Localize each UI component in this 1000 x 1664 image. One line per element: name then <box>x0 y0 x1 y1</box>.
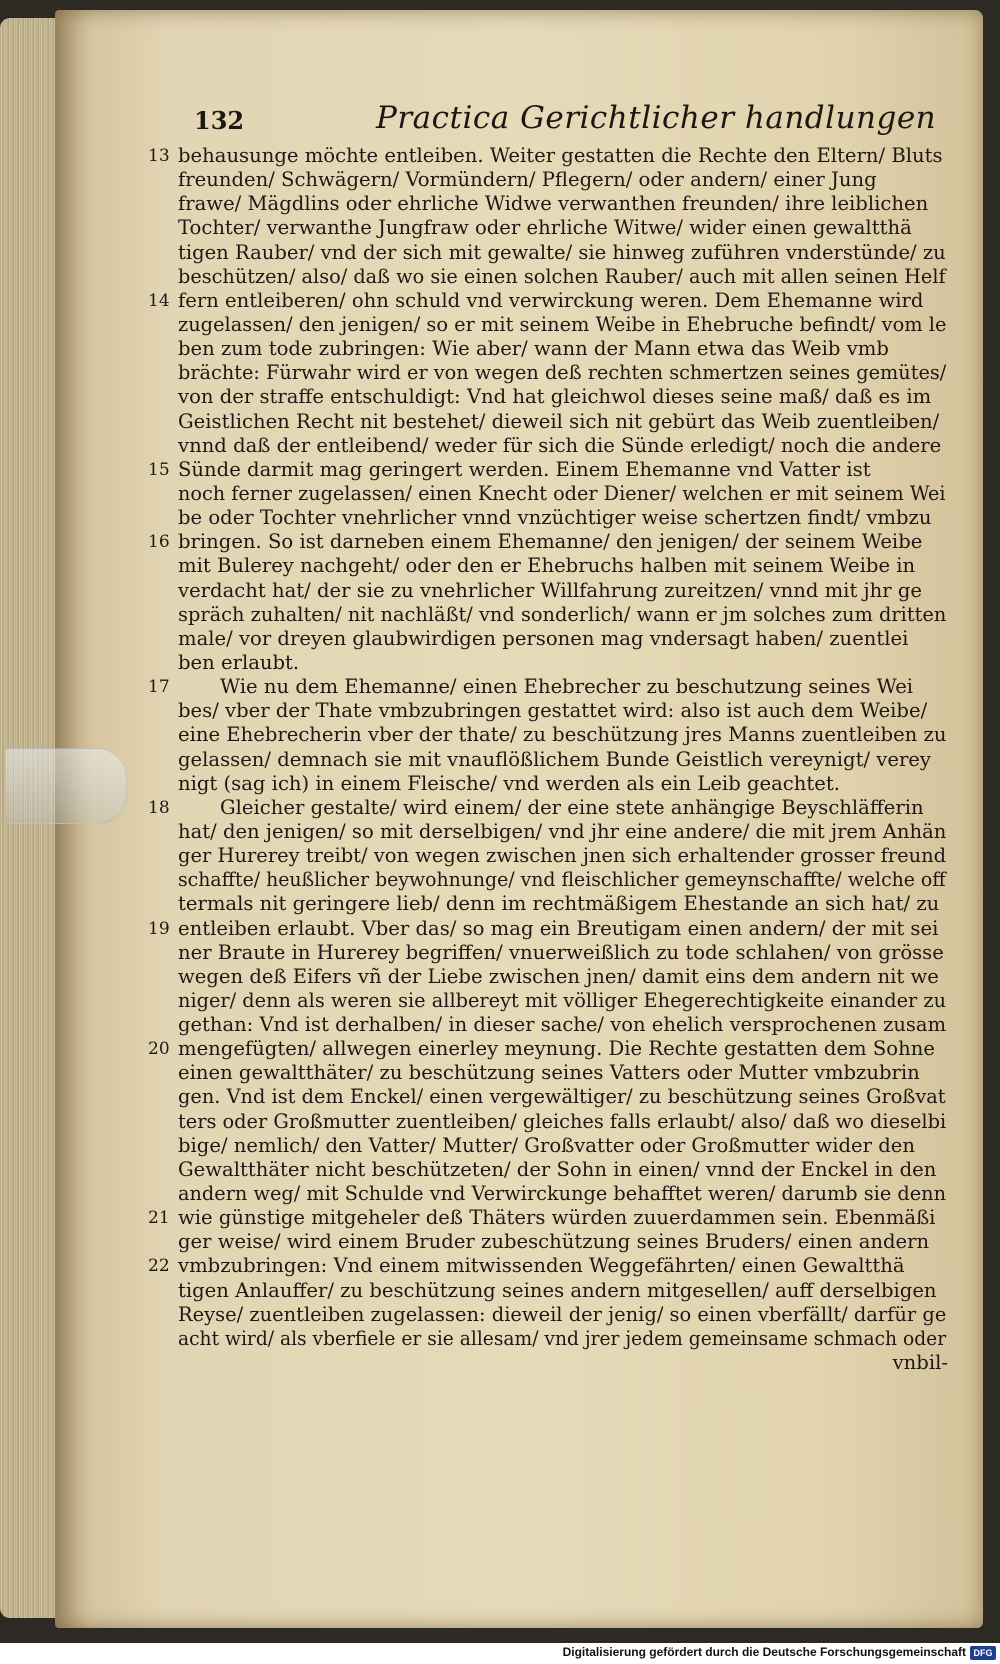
line-text: fern entleiberen/ ohn schuld vnd verwirckung weren. Dem Ehemanne wird <box>178 288 924 312</box>
line-text: vnnd daß der entleibend/ weder für sich die Sünde erledigt/ noch die andere <box>178 433 942 457</box>
text-line <box>178 434 948 458</box>
line-text: zugelassen/ den jenigen/ so er mit seinem Weibe in Ehebruche befindt/ vom le <box>178 312 947 336</box>
text-line <box>178 1182 948 1206</box>
line-text: gen. Vnd ist dem Enckel/ einen vergewältiger/ zu beschützung seines Großvat <box>178 1085 946 1109</box>
plastic-clip <box>5 748 127 824</box>
line-text: schaffte/ heußlicher beywohnunge/ vnd fleischlicher gemeynschaffte/ welche off <box>178 868 946 892</box>
text-line <box>178 482 948 506</box>
line-text: acht wird/ als vberfiele er sie allesam/ vnd jrer jedem gemeinsame schmach oder <box>178 1326 947 1350</box>
line-text: tigen Rauber/ vnd der sich mit gewalte/ sie hinweg zuführen vnderstünde/ zu <box>178 240 946 264</box>
text-line <box>178 579 948 603</box>
line-text: ger Hurerey treibt/ von wegen zwischen jnen sich erhaltender grosser freund <box>178 844 947 868</box>
line-text: bes/ vber der Thate vmbzubringen gestattet wird: also ist auch dem Weibe/ <box>178 699 928 723</box>
text-line <box>178 337 948 361</box>
text-line <box>178 506 948 530</box>
marginal-number: 13 <box>148 146 170 166</box>
line-text: brächte: Fürwahr wird er von wegen deß rechten schmertzen seines gemütes/ <box>178 361 947 385</box>
text-line <box>148 1037 948 1061</box>
text-line <box>178 1085 948 1109</box>
text-line <box>148 530 948 554</box>
text-line <box>178 892 948 916</box>
line-text: be oder Tochter vnehrlicher vnnd vnzüchtiger weise schertzen findt/ vmbzu <box>178 506 932 530</box>
line-text: wegen deß Eifers vñ der Liebe zwischen jnen/ damit eins dem andern nit we <box>178 964 939 988</box>
text-line <box>178 410 948 434</box>
text-line <box>178 1158 948 1182</box>
text-line <box>178 820 948 844</box>
marginal-number: 20 <box>148 1039 170 1060</box>
line-text: nigt (sag ich) in einem Fleische/ vnd werden als ein Leib geachtet. <box>178 771 840 795</box>
line-text: freunden/ Schwägern/ Vormündern/ Pflegern/ oder andern/ einer Jung <box>178 168 877 192</box>
footer-bar <box>0 1643 1000 1664</box>
line-text: gelassen/ demnach sie mit vnauflößlichem Bunde Geistlich vereynigt/ verey <box>178 747 931 771</box>
text-line <box>178 844 948 868</box>
text-line <box>148 1254 948 1278</box>
text-line <box>148 1206 948 1230</box>
line-text: verdacht hat/ der sie zu vnehrlicher Willfahrung zureitzen/ vnnd mit jhr ge <box>178 578 922 602</box>
text-line <box>178 1351 948 1375</box>
text-line <box>178 1134 948 1158</box>
text-line <box>178 699 948 723</box>
page-header <box>126 98 946 142</box>
line-text: vmbzubringen: Vnd einem mitwissenden Weggefährten/ einen Gewaltthä <box>178 1254 905 1278</box>
text-line <box>178 1279 948 1303</box>
text-line <box>178 241 948 265</box>
line-text: ger weise/ wird einem Bruder zubeschützung seines Bruders/ einen andern <box>178 1230 930 1254</box>
line-text: ters oder Großmutter zuentleiben/ gleiches falls erlaubt/ also/ daß wo dieselbi <box>178 1109 947 1133</box>
line-text: Gewaltthäter nicht beschützeten/ der Sohn in einen/ vnnd der Enckel in den <box>178 1157 937 1181</box>
text-line <box>178 361 948 385</box>
marginal-number: 16 <box>148 532 170 553</box>
line-text: frawe/ Mägdlins oder ehrliche Widwe verwanthen freunden/ ihre leiblichen <box>178 192 929 216</box>
text-line <box>148 675 948 699</box>
running-title: Practica Gerichtlicher handlungen <box>376 100 937 136</box>
text-line <box>178 192 948 216</box>
marginal-number: 17 <box>148 677 170 698</box>
text-line <box>148 795 948 820</box>
text-line <box>178 1303 948 1327</box>
text-line <box>178 651 948 675</box>
line-text: ben erlaubt. <box>178 650 300 674</box>
line-text: noch ferner zugelassen/ einen Knecht oder Diener/ welchen er mit seinem Wei <box>178 481 946 505</box>
line-text: Geistlichen Recht nit bestehet/ dieweil sich nit gebürt das Weib zuentleiben/ <box>178 409 940 433</box>
line-text: Tochter/ verwanthe Jungfraw oder ehrliche Witwe/ wider einen gewaltthä <box>178 216 912 240</box>
line-text: bringen. So ist darneben einem Ehemanne/ den jenigen/ der seinem Weibe <box>178 530 923 554</box>
text-line <box>178 772 948 796</box>
text-line <box>178 748 948 772</box>
text-line <box>178 941 948 965</box>
line-text: einen gewaltthäter/ zu beschützung seines Vatters oder Mutter vmbzubrin <box>178 1061 920 1085</box>
line-text: eine Ehebrecherin vber der thate/ zu beschützung jres Manns zuentleiben zu <box>178 723 947 747</box>
line-text: entleiben erlaubt. Vber das/ so mag ein Breutigam einen andern/ der mit sei <box>178 916 939 940</box>
line-text: spräch zuhalten/ nit nachläßt/ vnd sonderlich/ wann er jm solches zum dritten <box>178 602 947 626</box>
body-text <box>148 144 948 1375</box>
line-text: ner Braute in Hurerey begriffen/ vnuerweißlich zu tode schlahen/ von grösse <box>178 940 944 964</box>
text-line <box>178 965 948 989</box>
text-line <box>178 1327 948 1351</box>
line-text: Reyse/ zuentleiben zugelassen: dieweil der jenig/ so einen vberfällt/ darfür ge <box>178 1302 947 1326</box>
text-line <box>178 216 948 240</box>
line-text: beschützen/ also/ daß wo sie einen solchen Rauber/ auch mit allen seinen Helf <box>178 264 946 288</box>
text-line <box>148 916 948 941</box>
line-text: Sünde darmit mag geringert werden. Einem Ehemanne vnd Vatter ist <box>178 457 871 481</box>
text-line <box>178 1110 948 1134</box>
text-line <box>148 457 948 482</box>
line-text: tigen Anlauffer/ zu beschützung seines andern mitgesellen/ auff derselbigen <box>178 1278 937 1302</box>
text-line <box>178 603 948 627</box>
line-text: gethan: Vnd ist derhalben/ in dieser sache/ von ehelich versprochenen zusam <box>178 1013 947 1037</box>
text-line <box>178 989 948 1013</box>
text-line <box>178 265 948 289</box>
text-line <box>178 868 948 892</box>
line-text: male/ vor dreyen glaubwirdigen personen mag vndersagt haben/ zuentlei <box>178 626 909 650</box>
page-number: 132 <box>194 106 245 135</box>
text-line <box>178 723 948 747</box>
dfg-logo-icon: DFG <box>970 1646 996 1660</box>
text-line <box>178 627 948 651</box>
line-text: mengefügten/ allwegen einerley meynung. Die Rechte gestatten dem Sohne <box>178 1037 935 1061</box>
marginal-number: 22 <box>148 1256 170 1277</box>
line-text: ben zum tode zubringen: Wie aber/ wann der Mann etwa das Weib vmb <box>178 337 889 361</box>
marginal-number: 15 <box>148 459 170 480</box>
line-text: bige/ nemlich/ den Vatter/ Mutter/ Großvatter oder Großmutter wider den <box>178 1133 915 1157</box>
text-line <box>178 1230 948 1254</box>
marginal-number: 19 <box>148 918 170 939</box>
marginal-number: 14 <box>148 290 170 311</box>
funding-credit: Digitalisierung gefördert durch die Deutsche Forschungsgemeinschaft <box>562 1645 966 1659</box>
text-line <box>178 1061 948 1085</box>
line-text: wie günstige mitgeheler deß Thäters würden zuuerdammen sein. Ebenmäßi <box>178 1206 936 1230</box>
text-line <box>178 554 948 578</box>
text-line <box>148 288 948 313</box>
line-text: hat/ den jenigen/ so mit derselbigen/ vnd jhr eine andere/ die mit jrem Anhän <box>178 819 947 843</box>
text-line <box>178 313 948 337</box>
line-text: von der straffe entschuldigt: Vnd hat gleichwol dieses seine maß/ daß es im <box>178 385 932 409</box>
line-text: niger/ denn als weren sie allbereyt mit völliger Ehegerechtigkeite einander zu <box>178 988 947 1012</box>
text-line <box>178 1013 948 1037</box>
text-line <box>178 168 948 192</box>
line-text: Gleicher gestalte/ wird einem/ der eine stete anhängige Beyschläfferin <box>220 795 924 819</box>
line-text: termals nit geringere lieb/ denn im rechtmäßigem Ehestande an sich hat/ zu <box>178 892 940 916</box>
line-text: andern weg/ mit Schulde vnd Verwirckunge behafftet weren/ darumb sie denn <box>178 1182 947 1206</box>
marginal-number: 18 <box>148 797 170 818</box>
line-text: Wie nu dem Ehemanne/ einen Ehebrecher zu beschutzung seines Wei <box>220 675 914 699</box>
line-text: behausunge möchte entleiben. Weiter gestatten die Rechte den Eltern/ Bluts <box>178 144 943 167</box>
text-line <box>148 144 948 168</box>
line-text: vnbil- <box>892 1351 948 1375</box>
text-line <box>178 385 948 409</box>
marginal-number: 21 <box>148 1208 170 1229</box>
line-text: mit Bulerey nachgeht/ oder den er Ehebruchs halben mit seinem Weibe in <box>178 554 916 578</box>
